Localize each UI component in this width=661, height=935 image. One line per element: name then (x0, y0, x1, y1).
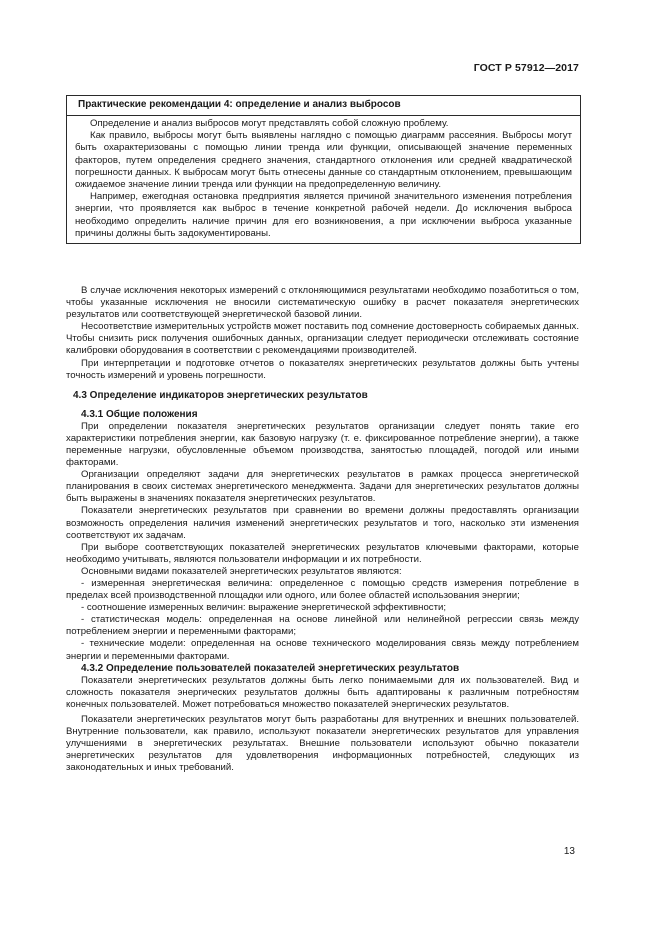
body-paragraph: Показатели энергетических результатов должны быть легко понимаемыми для их пользователей. Вид и сложность показателя энергических результатов должны быть адаптированы к различным потребностям конечных пользователей. Может потребоваться множество показателей энергических результатов. (66, 674, 579, 710)
section-heading-4-3-1: 4.3.1 Общие положения (81, 408, 198, 420)
body-paragraph: При выборе соответствующих показателей энергетических результатов ключевыми факторами, которые необходимо учитывать, являются пользователи информации и их потребности. (66, 541, 579, 565)
page-number: 13 (563, 846, 575, 857)
list-item: - измеренная энергетическая величина: определенное с помощью средств измерения потребление в пределах всей производственной площадки или одного, или более областей использования энергии; (66, 577, 579, 602)
section-heading-4-3: 4.3 Определение индикаторов энергетических результатов (73, 389, 368, 401)
list-item: - соотношение измеренных величин: выражение энергетической эффективности; (81, 602, 447, 614)
box-paragraph: Например, ежегодная остановка предприятия является причиной значительного изменения потребления энергии, что проявляется как выброс в течение конкретной рабочей недели. До исключения выброса необходимо определить наличие причин для его возникновения, а при исключении выброса указанные причины должны быть задокументированы. (75, 191, 572, 239)
section-heading-4-3-2: 4.3.2 Определение пользователей показателей энергетических результатов (81, 662, 460, 674)
practical-recommendation-box (66, 95, 581, 244)
body-paragraph: При интерпретации и подготовке отчетов о показателях энергетических результатов должны быть учтены точность измерений и уровень погрешности. (66, 357, 579, 381)
list-item: - технические модели: определенная на основе технического моделирования связь между потреблением энергии и переменными факторами. (66, 638, 579, 662)
body-paragraph: Показатели энергетических результатов могут быть разработаны для внутренних и внешних пользователей. Внутренние пользователи, как правило, используют показатели энергетических результатов для управления улучшениями в энергетических результатах. Внешние пользователи используют обычно показатели энергетических результатов для удовлетворения информационных потребностей, следующих из законодательных и иных требований. (66, 713, 579, 774)
body-paragraph: При определении показателя энергетических результатов организации следует понять такие его характеристики потребления энергии, как базовую нагрузку (т. е. фиксированное потребление энергии), а также переменные нагрузки, обусловленные объемом производства, занятостью площадей, погодой или иными факторами. (66, 420, 579, 469)
body-paragraph: Несоответствие измерительных устройств может поставить под сомнение достоверность собираемых данных. Чтобы снизить риск получения ошибочных данных, организации следует периодически отслеживать состояние калибровки оборудования в соответствии с рекомендациями производителей. (66, 321, 579, 357)
box-paragraph: Как правило, выбросы могут быть выявлены наглядно с помощью диаграмм рассеяния. Выбросы могут быть охарактеризованы с помощью линии тренда или функции, описывающей значение переменных факторов, путем определения среднего значения, стандартного отклонения или средней квадратической погрешности данных. К выбросам могут быть отнесены данные со стандартным отклонением, превышающим ожидаемое значение линии тренда или функции на предопределенную величину. (75, 130, 572, 191)
body-paragraph: Организации определяют задачи для энергетических результатов в рамках процесса энергетической планирования в своих системах энергетического менеджмента. Задачи для энергетических результатов должны быть выражены в значениях показателя энергетических результатов. (66, 469, 579, 505)
list-item: - статистическая модель: определенная на основе линейной или нелинейной регрессии связь между потреблением энергии и переменными факторами; (66, 614, 579, 638)
body-paragraph: Основными видами показателей энергетических результатов являются: (81, 565, 402, 577)
standard-header: ГОСТ Р 57912—2017 (473, 62, 579, 74)
body-paragraph: Показатели энергетических результатов при сравнении во времени должны предоставлять организации возможность определения наличия изменений энергетических результатов и того, насколько эти изменения соответствуют их задачам. (66, 505, 579, 541)
box-title: Практические рекомендации 4: определение и анализ выбросов (67, 96, 580, 116)
box-paragraph: Определение и анализ выбросов могут представлять собой сложную проблему. (90, 118, 449, 129)
box-body (67, 116, 580, 243)
main-content (66, 285, 579, 774)
body-paragraph: В случае исключения некоторых измерений с отклоняющимися результатами необходимо позаботиться о том, чтобы указанные исключения не вносили систематическую ошибку в расчет показателя энергетических результатов или соответствующей энергетической базовой линии. (66, 285, 579, 321)
